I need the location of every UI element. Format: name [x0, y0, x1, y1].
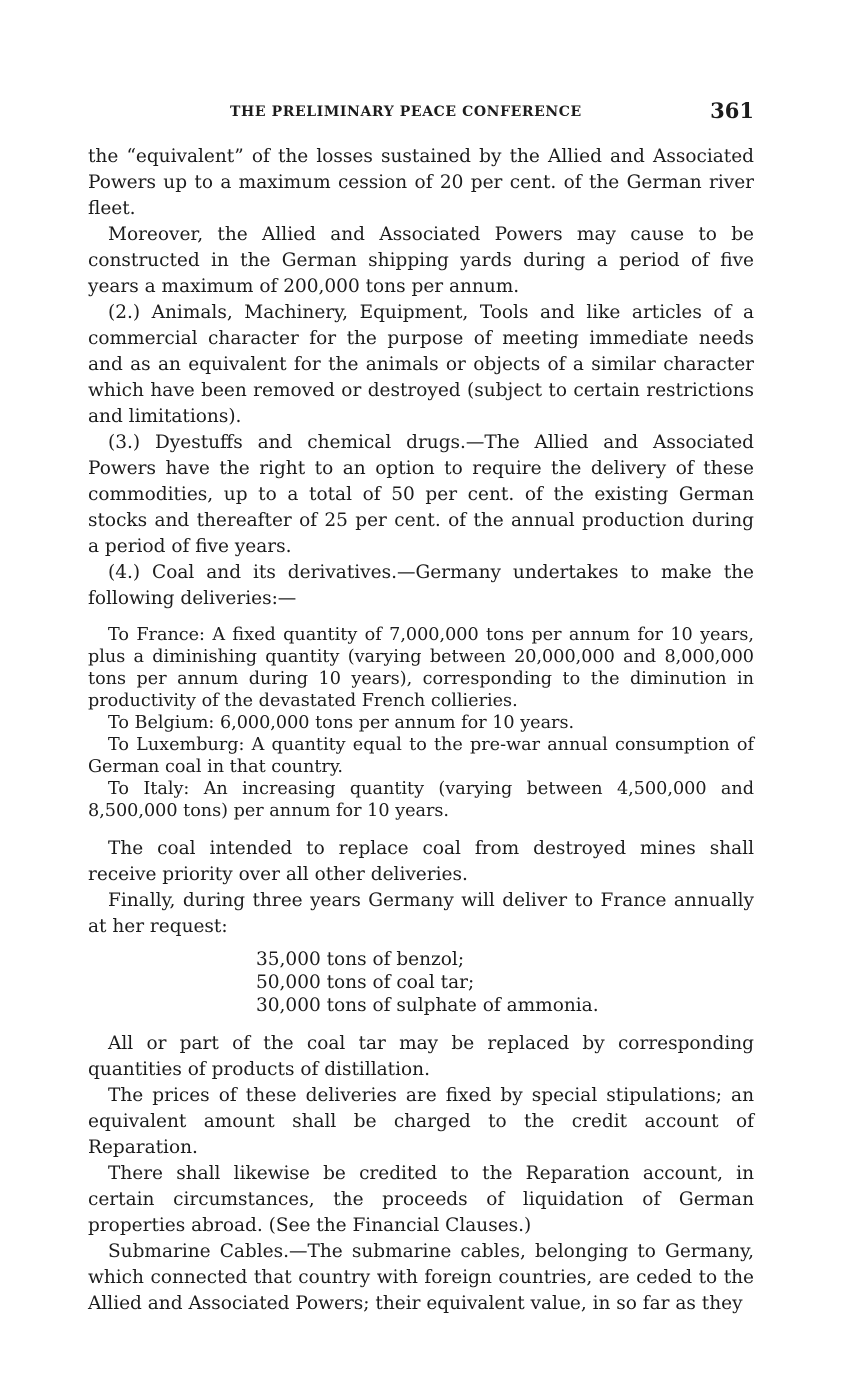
product-coal-tar: 50,000 tons of coal tar;	[256, 972, 475, 993]
delivery-france: To France: A fixed quantity of 7,000,000 tons per annum for 10 years, plus a diminishing quantity (varying between 20,000,000 and 8,000,000 tons per annum during 10 years), corresponding to the diminution in productivity of the devastated French collieries.	[88, 625, 754, 711]
product-benzol: 35,000 tons of benzol;	[256, 949, 465, 970]
paragraph-shipping-yards: Moreover, the Allied and Associated Powers may cause to be constructed in the German shipping yards during a period of five years a maximum of 200,000 tons per annum.	[88, 224, 754, 297]
paragraph-reparation-credit: There shall likewise be credited to the Reparation account, in certain circumstances, the proceeds of liquidation of German properties abroad. (See the Financial Clauses.)	[88, 1163, 754, 1236]
delivery-belgium: To Belgium: 6,000,000 tons per annum for 10 years.	[108, 713, 575, 733]
paragraph-prices: The prices of these deliveries are fixed by special stipulations; an equivalent amount shall be charged to the credit account of Reparation.	[88, 1085, 754, 1158]
product-ammonia: 30,000 tons of sulphate of ammonia.	[256, 995, 599, 1016]
paragraph-coal: (4.) Coal and its derivatives.—Germany undertakes to make the following deliveries:—	[88, 562, 754, 609]
page-header	[88, 98, 754, 128]
delivery-italy: To Italy: An increasing quantity (varying between 4,500,000 and 8,500,000 tons) per annum for 10 years.	[88, 779, 754, 821]
page-number: 361	[710, 98, 754, 123]
paragraph-submarine-cables: Submarine Cables.—The submarine cables, belonging to Germany, which connected that country with foreign countries, are ceded to the Allied and Associated Powers; their equivalent value, in so far as they	[88, 1241, 754, 1314]
products-list	[256, 948, 754, 1017]
coal-deliveries-list	[88, 624, 754, 822]
paragraph-animals-machinery: (2.) Animals, Machinery, Equipment, Tools and like articles of a commercial character for the purpose of meeting immediate needs and as an equivalent for the animals or objects of a similar character which have been removed or destroyed (subject to certain restrictions and limitations).	[88, 302, 754, 427]
paragraph-continuation: the “equivalent” of the losses sustained by the Allied and Associated Powers up to a maximum cession of 20 per cent. of the German river fleet.	[88, 146, 754, 219]
delivery-luxemburg: To Luxemburg: A quantity equal to the pre-war annual consumption of German coal in that country.	[88, 735, 754, 777]
paragraph-coal-priority: The coal intended to replace coal from destroyed mines shall receive priority over all other deliveries.	[88, 838, 754, 885]
paragraph-france-annual: Finally, during three years Germany will deliver to France annually at her request:	[88, 890, 754, 937]
page-body	[88, 144, 754, 1317]
paragraph-coal-tar: All or part of the coal tar may be replaced by corresponding quantities of products of distillation.	[88, 1033, 754, 1080]
running-head: THE PRELIMINARY PEACE CONFERENCE	[230, 104, 582, 120]
paragraph-dyestuffs: (3.) Dyestuffs and chemical drugs.—The Allied and Associated Powers have the right to an option to require the delivery of these commodities, up to a total of 50 per cent. of the existing German stocks and thereafter of 25 per cent. of the annual production during a period of five years.	[88, 432, 754, 557]
